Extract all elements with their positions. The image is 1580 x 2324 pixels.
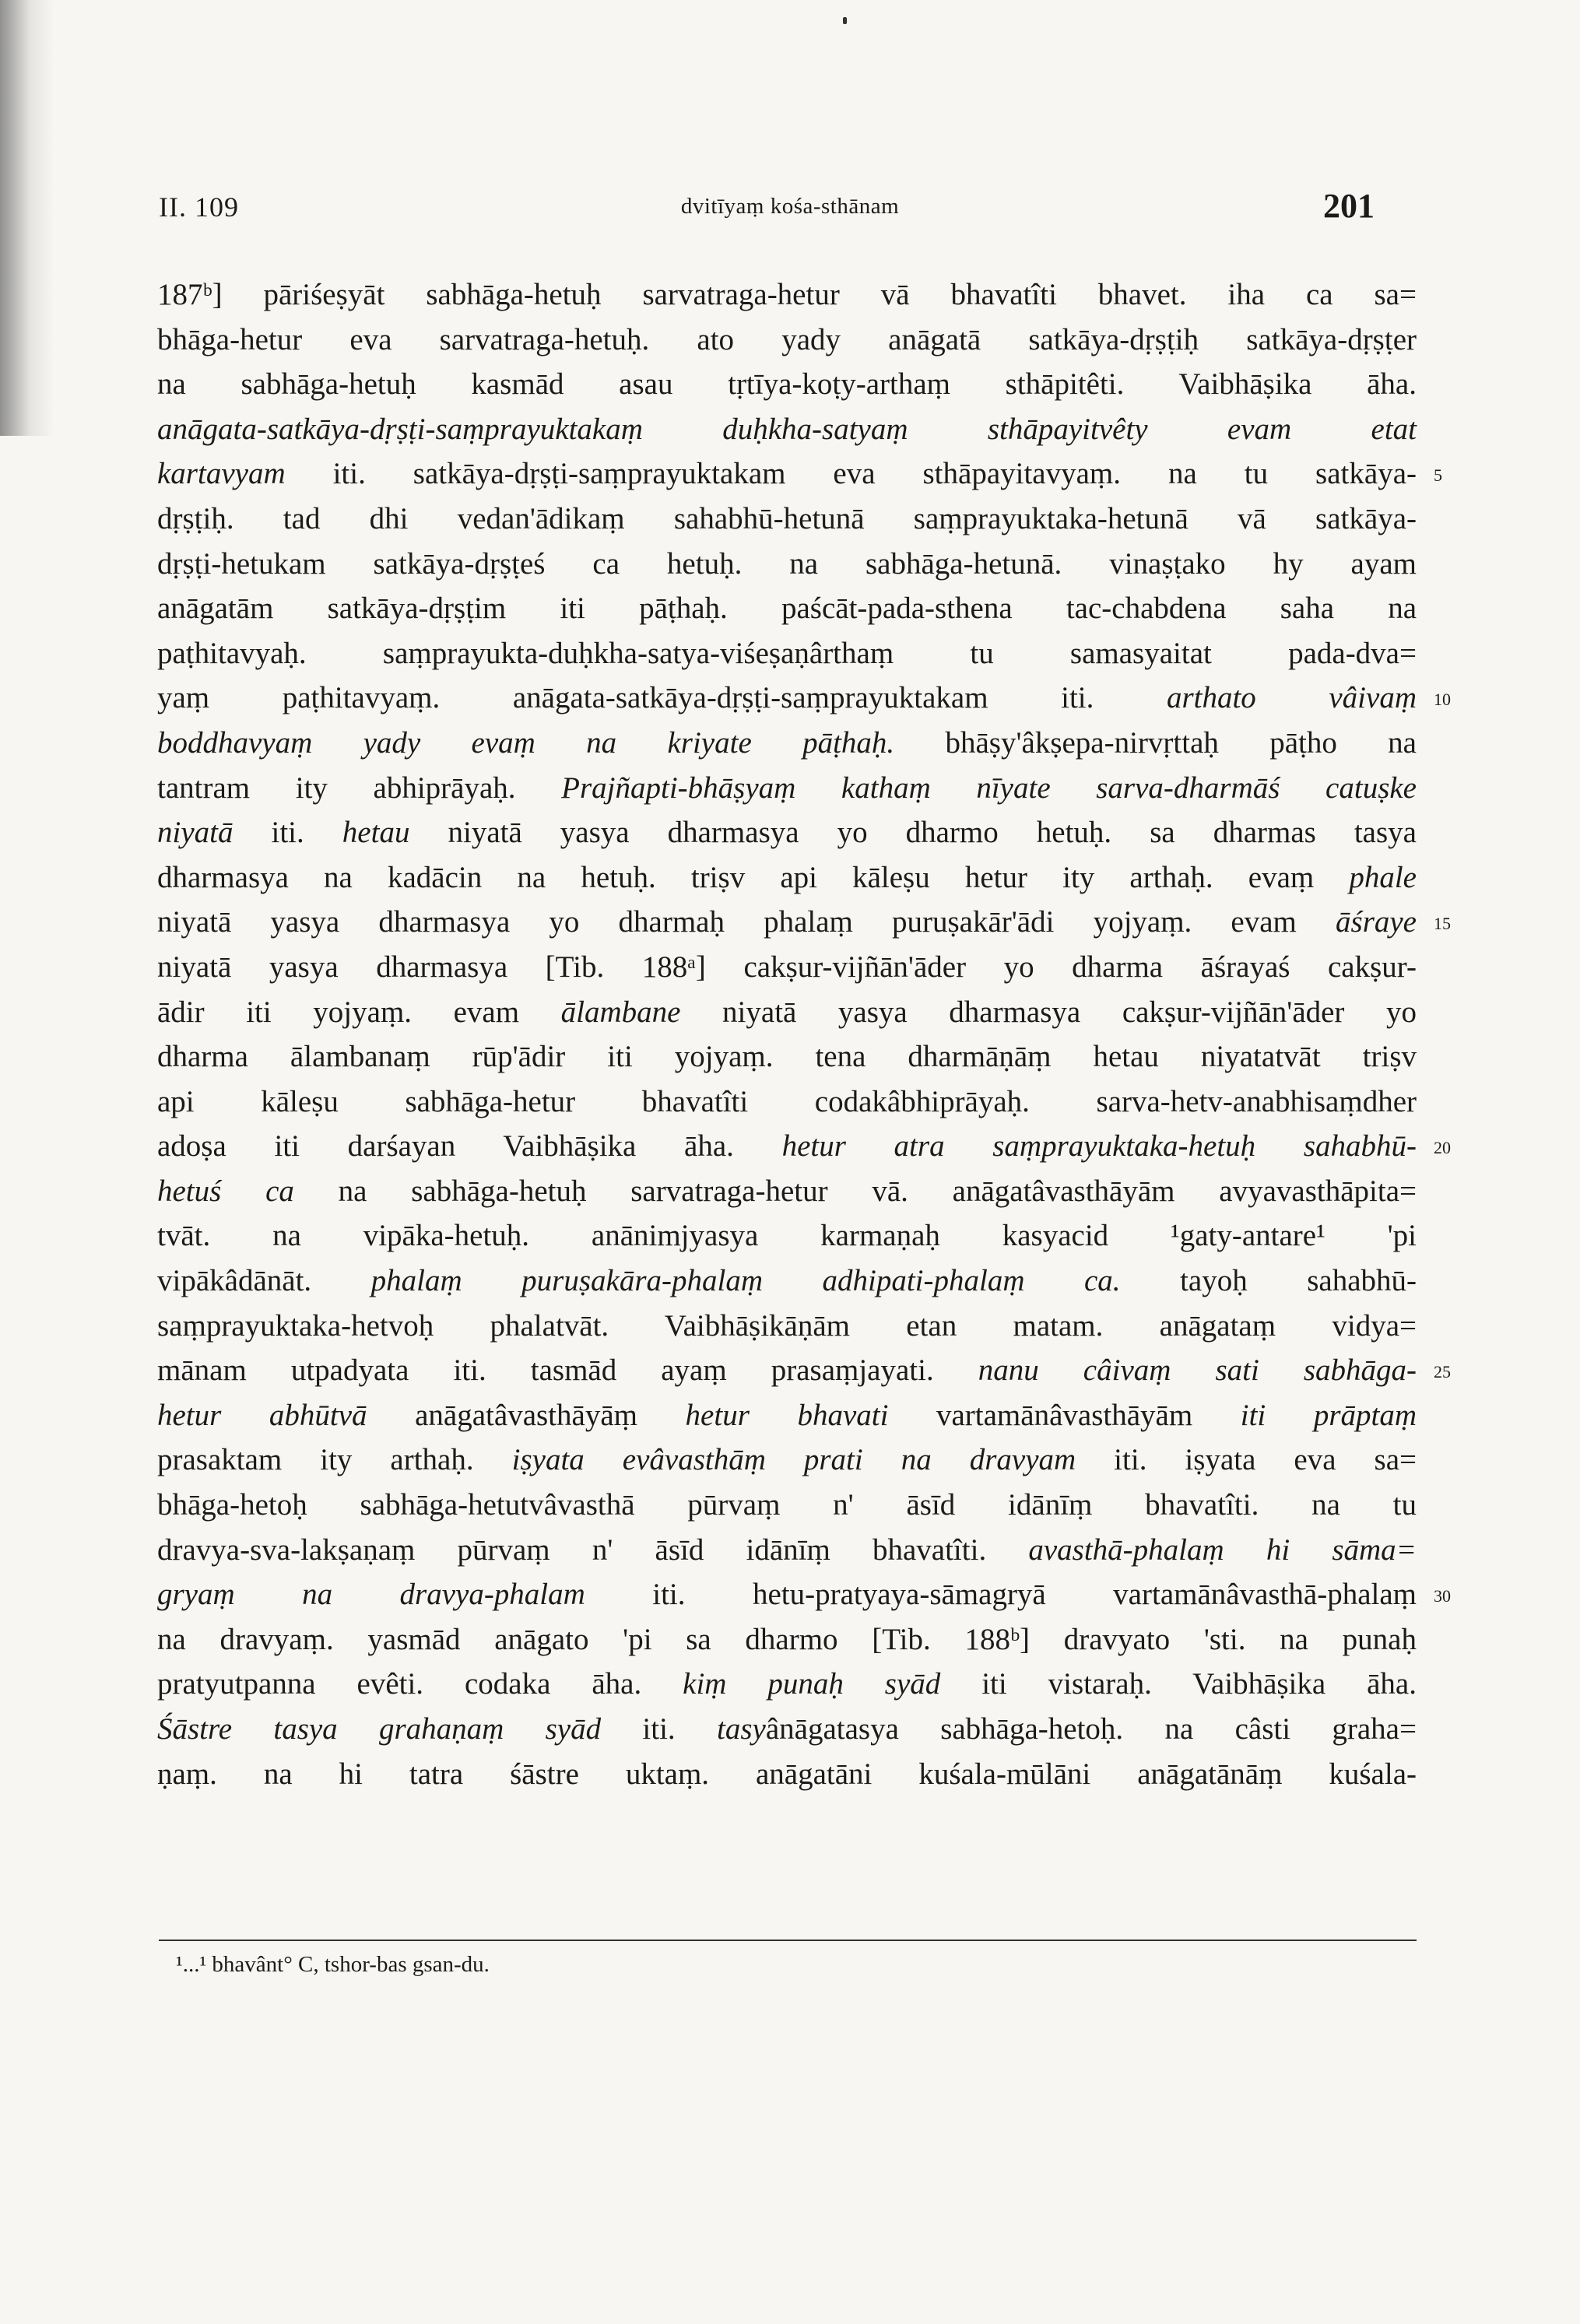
text-line	[157, 1034, 1417, 1080]
text-segment: bhāga-hetur eva sarvatraga-hetuḥ. ato yady anāgatā satkāya-dṛṣṭiḥ satkāya-dṛṣṭer	[157, 322, 1417, 356]
text-segment: vipākâdānāt.	[157, 1264, 371, 1298]
line-number: 30	[1434, 1586, 1451, 1606]
italic-segment: hetau	[342, 816, 410, 850]
text-line	[157, 1169, 1417, 1214]
italic-segment: gryaṃ na dravya-phalam	[157, 1578, 585, 1612]
italic-segment: arthato vâivaṃ	[1166, 681, 1417, 715]
text-segment: prasaktam ity arthaḥ.	[157, 1443, 512, 1477]
text-line	[157, 451, 1442, 497]
text-segment: dharma ālambanaṃ rūp'ādir iti yojyaṃ. tena dharmāṇāṃ hetau niyatatvāt triṣv	[157, 1040, 1417, 1074]
italic-segment: boddhavyaṃ yady evaṃ na kriyate pāṭhaḥ.	[157, 725, 895, 760]
text-line	[157, 900, 1451, 945]
line-number: 20	[1434, 1138, 1451, 1158]
text-line	[157, 1483, 1417, 1528]
scan-speck	[843, 17, 847, 24]
italic-segment: hetur bhavati	[685, 1398, 889, 1432]
text-line	[157, 1213, 1417, 1259]
text-segment: niyatā yasya dharmasya yo dharmo hetuḥ. sa dharmas tasya	[409, 816, 1417, 850]
text-segment: yaṃ paṭhitavyaṃ. anāgata-satkāya-dṛṣṭi-saṃprayuktakam iti.	[157, 681, 1167, 715]
text-line	[157, 1707, 1417, 1752]
text-segment: api kāleṣu sabhāga-hetur bhavatîti codakâbhiprāyaḥ. sarva-hetv-anabhisaṃdher	[157, 1084, 1417, 1118]
text-segment: anāgatâvasthāyāṃ	[367, 1398, 686, 1432]
text-segment: na sabhāga-hetuḥ sarvatraga-hetur vā. anāgatâvasthāyām avyavasthāpita=	[293, 1174, 1417, 1208]
main-text	[157, 272, 1451, 1796]
text-line	[157, 1438, 1417, 1483]
italic-segment: phale	[1349, 860, 1417, 894]
text-line	[157, 855, 1417, 900]
text-segment: iti. iṣyata eva sa=	[1076, 1443, 1417, 1477]
text-line	[157, 272, 1417, 318]
italic-segment: tasy	[717, 1712, 766, 1746]
italic-segment: niyatā	[157, 816, 233, 850]
text-line	[157, 1752, 1417, 1797]
text-segment: iti. satkāya-dṛṣṭi-saṃprayuktakam eva sthāpayitavyaṃ. na tu satkāya-	[285, 457, 1417, 491]
text-segment: vartamānâvasthāyām	[888, 1398, 1241, 1432]
text-segment: pratyutpanna evêti. codaka āha.	[157, 1667, 683, 1701]
text-line	[157, 810, 1417, 855]
text-segment: ânāgatasya sabhāga-hetoḥ. na câsti graha=	[765, 1712, 1417, 1746]
text-segment: adoṣa iti darśayan Vaibhāṣika āha.	[157, 1129, 782, 1164]
text-segment: iti vistaraḥ. Vaibhāṣika āha.	[940, 1667, 1417, 1701]
text-line	[157, 945, 1417, 990]
italic-segment: avasthā-phalaṃ hi sāma=	[1028, 1532, 1417, 1567]
text-line	[157, 766, 1417, 811]
text-segment: bhāga-hetoḥ sabhāga-hetutvâvasthā pūrvaṃ n' āsīd idānīṃ bhavatîti. na tu	[157, 1488, 1417, 1522]
running-header	[0, 187, 1580, 237]
section-reference: II. 109	[159, 191, 239, 223]
line-number: 10	[1434, 690, 1451, 710]
italic-segment: anāgata-satkāya-dṛṣṭi-saṃprayuktakaṃ duḥkha-satyaṃ sthāpayitvêty evam etat	[157, 412, 1417, 446]
italic-segment: hetuś ca	[157, 1174, 294, 1208]
italic-segment: kartavyam	[157, 457, 286, 491]
text-line	[157, 990, 1417, 1035]
italic-segment: kiṃ punaḥ syād	[683, 1667, 941, 1701]
footnote: ¹...¹ bhavânt° C, tshor-bas gsan-du.	[176, 1952, 490, 1977]
text-line	[157, 1080, 1417, 1125]
text-line	[157, 1259, 1417, 1304]
text-segment: iti.	[233, 816, 342, 850]
text-line	[157, 318, 1417, 363]
text-segment: ādir iti yojyaṃ. evam	[157, 995, 561, 1029]
text-segment: niyatā yasya dharmasya yo dharmaḥ phalaṃ puruṣakār'ādi yojyaṃ. evam	[157, 905, 1336, 939]
footnote-rule	[159, 1940, 1417, 1941]
text-segment: bhāṣy'âkṣepa-nirvṛttaḥ pāṭho na	[894, 725, 1417, 760]
italic-segment: phalaṃ puruṣakāra-phalaṃ adhipati-phalaṃ ca.	[370, 1264, 1121, 1298]
text-line	[157, 1124, 1451, 1169]
text-line	[157, 1617, 1417, 1662]
italic-segment: iti prāptaṃ	[1240, 1398, 1417, 1432]
text-segment: mānam utpadyata iti. tasmād ayaṃ prasaṃjayati.	[157, 1353, 978, 1388]
text-segment: niyatā yasya dharmasya cakṣur-vijñān'āder yo	[680, 995, 1417, 1029]
italic-segment: nanu câivaṃ sati sabhāga-	[978, 1353, 1417, 1388]
text-line	[157, 631, 1417, 676]
text-line	[157, 362, 1417, 407]
text-line	[157, 586, 1417, 631]
text-line	[157, 1348, 1451, 1393]
text-line	[157, 497, 1417, 542]
text-segment: iti. hetu-pratyaya-sāmagryā vartamānâvasthā-phalaṃ	[585, 1578, 1417, 1612]
text-segment: dṛṣṭi-hetukam satkāya-dṛṣṭeś ca hetuḥ. na sabhāga-hetunā. vinaṣṭako hy ayam	[157, 546, 1417, 581]
line-number: 5	[1434, 465, 1442, 486]
text-line	[157, 1662, 1417, 1707]
text-segment: dravya-sva-lakṣaṇaṃ pūrvaṃ n' āsīd idānīṃ bhavatîti.	[157, 1532, 1029, 1567]
text-segment: tvāt. na vipāka-hetuḥ. anānimjyasya karmaṇaḥ kasyacid ¹gaty-antare¹ 'pi	[157, 1219, 1417, 1253]
line-number: 15	[1434, 914, 1451, 934]
page-number: 201	[1323, 187, 1375, 225]
italic-segment: hetur atra saṃprayuktaka-hetuḥ sahabhū-	[781, 1129, 1417, 1164]
italic-segment: Prajñapti-bhāṣyaṃ kathaṃ nīyate sarva-dharmāś catuṣke	[561, 771, 1417, 805]
text-segment: ṇaṃ. na hi tatra śāstre uktaṃ. anāgatāni kuśala-mūlāni anāgatānāṃ kuśala-	[157, 1757, 1417, 1791]
text-segment: na dravyaṃ. yasmād anāgato 'pi sa dharmo [Tib. 188ᵇ] dravyato 'sti. na punaḥ	[157, 1622, 1417, 1656]
text-line	[157, 721, 1417, 766]
italic-segment: iṣyata evâvasthāṃ prati na dravyam	[511, 1443, 1076, 1477]
text-segment: tayoḥ sahabhū-	[1120, 1264, 1417, 1298]
italic-segment: hetur abhūtvā	[157, 1398, 367, 1432]
text-segment: iti.	[601, 1712, 717, 1746]
text-segment: 187ᵇ] pāriśeṣyāt sabhāga-hetuḥ sarvatraga-hetur vā bhavatîti bhavet. iha ca sa=	[157, 278, 1417, 311]
text-segment: dharmasya na kadācin na hetuḥ. triṣv api kāleṣu hetur ity arthaḥ. evaṃ	[157, 860, 1350, 894]
text-segment: paṭhitavyaḥ. saṃprayukta-duḥkha-satya-viśeṣaṇârthaṃ tu samasyaitat pada-dva=	[157, 636, 1417, 670]
text-line	[157, 407, 1417, 452]
text-segment: saṃprayuktaka-hetvoḥ phalatvāt. Vaibhāṣikāṇām etan matam. anāgataṃ vidya=	[157, 1308, 1417, 1343]
running-title: dvitīyaṃ kośa-sthānam	[680, 194, 900, 219]
text-segment: anāgatām satkāya-dṛṣṭim iti pāṭhaḥ. paścāt-pada-sthena tac-chabdena saha na	[157, 592, 1417, 626]
text-segment: dṛṣṭiḥ. tad dhi vedan'ādikaṃ sahabhū-hetunā saṃprayuktaka-hetunā vā satkāya-	[157, 501, 1417, 535]
italic-segment: āśraye	[1336, 905, 1417, 939]
text-line	[157, 1572, 1451, 1617]
italic-segment: ālambane	[560, 995, 681, 1029]
text-segment: tantram ity abhiprāyaḥ.	[157, 771, 562, 805]
text-segment: niyatā yasya dharmasya [Tib. 188ᵃ] cakṣur-vijñān'āder yo dharma āśrayaś cakṣur-	[157, 950, 1417, 984]
text-line	[157, 1304, 1417, 1349]
text-line	[157, 1528, 1417, 1573]
text-segment: na sabhāga-hetuḥ kasmād asau tṛtīya-koṭy-arthaṃ sthāpitêti. Vaibhāṣika āha.	[157, 367, 1417, 402]
text-line	[157, 1393, 1417, 1438]
italic-segment: Śāstre tasya grahaṇaṃ syād	[157, 1712, 602, 1746]
text-line	[157, 542, 1417, 587]
text-line	[157, 676, 1451, 721]
line-number: 25	[1434, 1362, 1451, 1382]
